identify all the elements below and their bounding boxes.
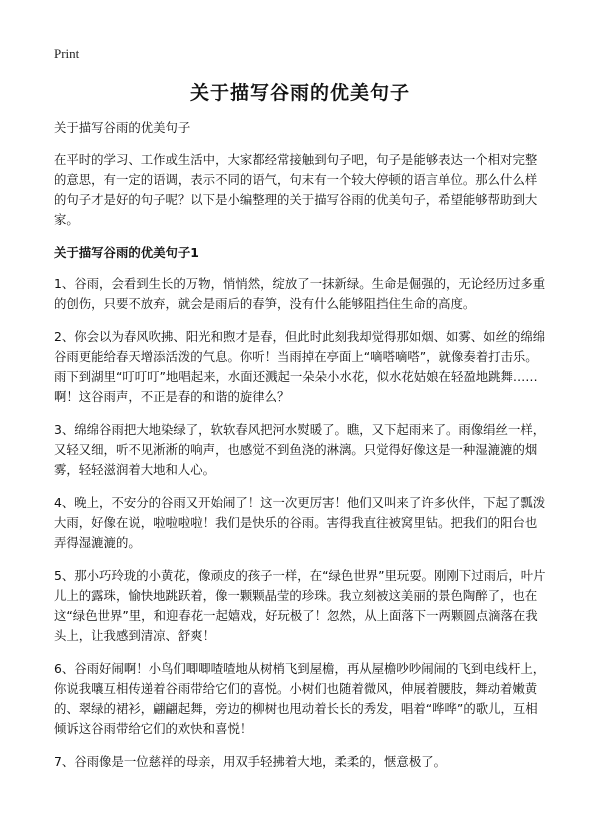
article-subtitle: 关于描写谷雨的优美句子	[54, 120, 191, 135]
article-body	[54, 118, 548, 785]
sentence-item-1: 1、谷雨，会看到生长的万物，悄悄然，绽放了一抹新绿。生命是倔强的，无论经历过多重的创伤，只要不放弃，就会是雨后的春笋，没有什么能够阻挡住生命的高度。	[54, 276, 546, 311]
sentence-item-5: 5、那小巧玲珑的小黄花，像顽皮的孩子一样，在“绿色世界”里玩耍。刚刚下过雨后，叶片儿上的露珠，愉快地跳跃着，像一颗颗晶莹的珍珠。我立刻被这美丽的景色陶醉了，也在这“绿色世界”里，和迎春花一起嬉戏，好玩极了！忽然，从上面落下一两颗圆点滴落在我头上，让我感到清凉、舒爽！	[54, 568, 546, 643]
sentence-item-3: 3、绵绵谷雨把大地染绿了，软软春风把河水熨暖了。瞧，又下起雨来了。雨像绢丝一样，又轻又细，听不见淅淅的响声，也感觉不到鱼浇的淋漓。只觉得好像这是一种湿漉漉的烟雾，轻轻滋润着大地和人心。	[54, 422, 546, 477]
page-title: 关于描写谷雨的优美句子	[189, 82, 410, 104]
section-heading: 关于描写谷雨的优美句子1	[54, 245, 199, 260]
sentence-item-6: 6、谷雨好闹啊！小鸟们唧唧喳喳地从树梢飞到屋檐，再从屋檐吵吵闹闹的飞到电线杆上，你说我嚷互相传递着谷雨带给它们的喜悦。小树们也随着微风，伸展着腰肢，舞动着嫩黄的、翠绿的裙衫，翩翩起舞，旁边的柳树也甩动着长长的秀发，唱着“哗哗”的歌儿，互相倾诉这谷雨带给它们的欢快和喜悦！	[54, 661, 546, 736]
sentence-item-7: 7、谷雨像是一位慈祥的母亲，用双手轻拂着大地，柔柔的，惬意极了。	[54, 754, 446, 769]
sentence-item-4: 4、晚上，不安分的谷雨又开始闹了！这一次更厉害！他们又叫来了许多伙伴，下起了瓢泼大雨，好像在说，啦啦啦啦！我们是快乐的谷雨。害得我直往被窝里钻。把我们的阳台也弄得湿漉漉的。	[54, 495, 546, 550]
print-link[interactable]: Print	[54, 46, 80, 61]
intro-paragraph: 在平时的学习、工作或生活中，大家都经常接触到句子吧，句子是能够表达一个相对完整的意思，有一定的语调，表示不同的语气，句末有一个较大停顿的语言单位。那么什么样的句子才是好的句子呢？以下是小编整理的关于描写谷雨的优美句子，希望能够帮助到大家。	[54, 152, 538, 227]
sentence-item-2: 2、你会以为春风吹拂、阳光和煦才是春，但此时此刻我却觉得那如烟、如雾、如丝的绵绵谷雨更能给春天增添活泼的气息。你听！当雨掉在亭面上“嘀嗒嘀嗒”，就像奏着打击乐。雨下到湖里“叮叮叮”地唱起来，水面还溅起一朵朵小水花，似水花姑娘在轻盈地跳舞……啊！这谷雨声，不正是春的和谐的旋律么？	[54, 329, 546, 404]
